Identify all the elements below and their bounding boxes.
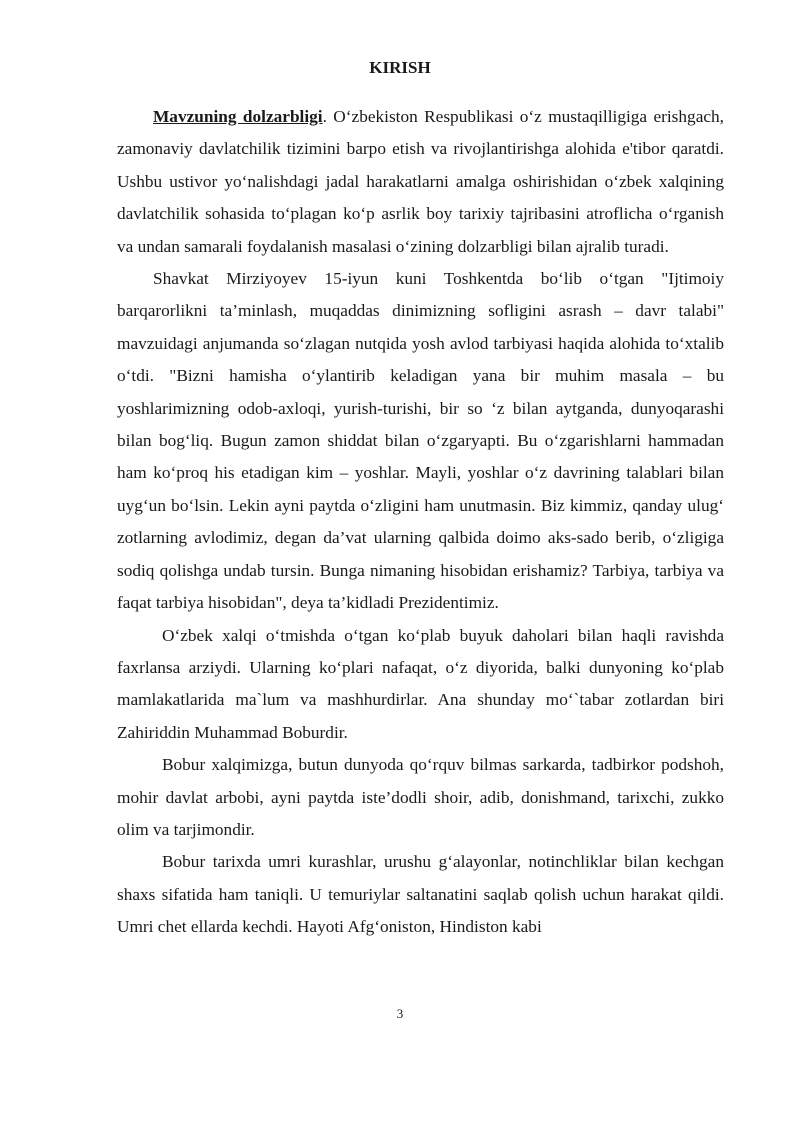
paragraph-great-figures: O‘zbek xalqi o‘tmishda o‘tgan ko‘plab buyuk daholari bilan haqli ravishda faxrlansa arziydi. Ularning ko‘plari nafaqat, o‘z diyorida, balki dunyoning ko‘plab mamlakatlarida ma`lum va mashhurdirlar. Ana shunday mo‘`tabar zotlardan biri Zahiriddin Muhammad Boburdir. [117, 625, 724, 742]
document-body [117, 101, 724, 944]
paragraph-relevance [117, 101, 724, 263]
paragraph-babur-roles: Bobur xalqimizga, butun dunyoda qo‘rquv bilmas sarkarda, tadbirkor podshoh, mohir davlat arbobi, ayni paytda iste’dodli shoir, adib, donishmand, tarixchi, zukko olim va tarjimondir. [117, 755, 724, 839]
page-number: 3 [396, 1006, 404, 1021]
section-lead-term: Mavzuning dolzarbligi [153, 107, 323, 126]
paragraph-speech-quote: Shavkat Mirziyoyev 15-iyun kuni Toshkentda bo‘lib o‘tgan "Ijtimoiy barqarorlikni ta’minlash, muqaddas dinimizning sofligini asrash – davr talabi" mavzuidagi anjumanda so‘zlagan nutqida yosh avlod tarbiyasi haqida alohida to‘xtalib o‘tdi. "Bizni hamisha o‘ylantirib keladigan yana bir muhim masala – bu yoshlarimizning odob-axloqi, yurish-turishi, bir so ‘z bilan aytganda, dunyoqarashi bilan bog‘liq. Bugun zamon shiddat bilan o‘zgaryapti. Bu o‘zgarishlarni hammadan ham ko‘proq his etadigan kim – yoshlar. Mayli, yoshlar o‘z davrining talablari bilan uyg‘un bo‘lsin. Lekin ayni paytda o‘zligini ham unutmasin. Biz kimmiz, qanday ulug‘ zotlarning avlodimiz, degan da’vat ularning qalbida doimo aks-sado berib, o‘zligiga sodiq qolishga undab tursin. Bunga nimaning hisobidan erishamiz? Tarbiya, tarbiya va faqat tarbiya hisobidan", deya ta’kidladi Prezidentimiz. [117, 269, 724, 613]
paragraph-text: . O‘zbekiston Respublikasi o‘z mustaqilligiga erishgach, zamonaviy davlatchilik tizimini barpo etish va rivojlantirishga alohida e'tibor qaratdi. Ushbu ustivor yo‘nalishdagi jadal harakatlarni amalga oshirishidan o‘zbek xalqining davlatchilik sohasida to‘plagan ko‘p asrlik boy tarixiy tajribasini atroflicha o‘rganish va undan samarali foydalanish masalasi o‘zining dolzarbligi bilan ajralib turadi. [117, 107, 724, 256]
paragraph-babur-history: Bobur tarixda umri kurashlar, urushu g‘alayonlar, notinchliklar bilan kechgan shaxs sifatida ham taniqli. U temuriylar saltanatini saqlab qolish uchun harakat qildi. Umri chet ellarda kechdi. Hayoti Afg‘oniston, Hindiston kabi [117, 852, 724, 937]
page-title: KIRISH [369, 58, 431, 77]
